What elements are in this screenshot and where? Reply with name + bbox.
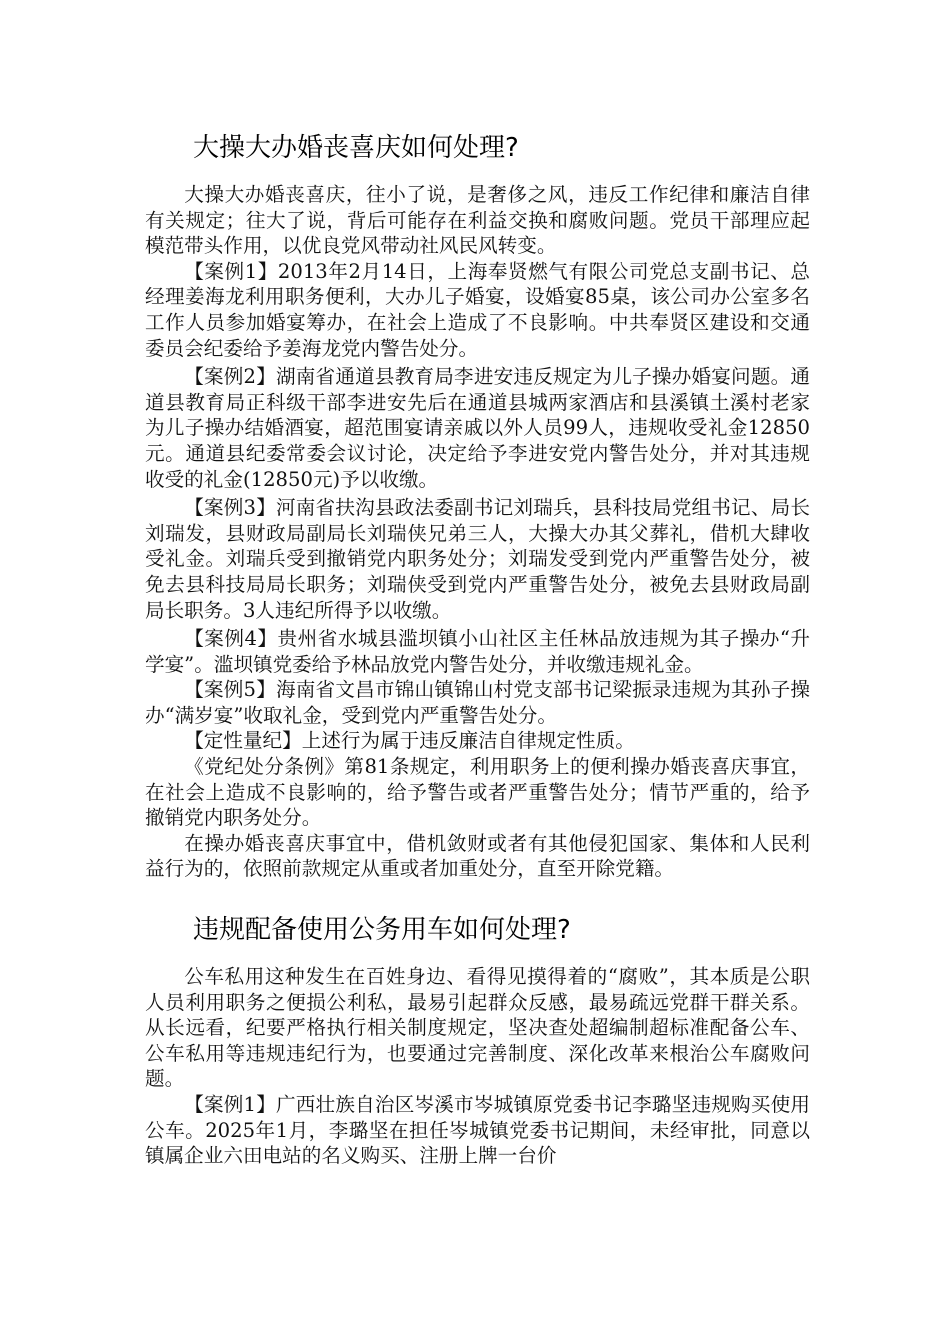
paragraph-ruling: 【定性量纪】上述行为属于违反廉洁自律规定性质。 — [184, 729, 635, 753]
section-heading: 大操大办婚丧喜庆如何处理? — [193, 133, 519, 163]
section-heading: 违规配备使用公务用车如何处理? — [193, 915, 571, 946]
paragraph-regulation: 《党纪处分条例》第81条规定，利用职务上的便利操办婚丧喜庆事宜，在社会上造成不良影响的，给予警告或者严重警告处分；情节严重的，给予撤销党内职务处分。 — [145, 755, 810, 830]
section-official-vehicles — [145, 910, 810, 1169]
paragraph-intro: 大操大办婚丧喜庆，往小了说，是奢侈之风，违反工作纪律和廉洁自律有关规定；往大了说，背后可能存在利益交换和腐败问题。党员干部理应起模范带头作用，以优良党风带动社风民风转变。 — [145, 183, 810, 258]
paragraph-case-1: 【案例1】广西壮族自治区岑溪市岑城镇原党委书记李璐坚违规购买使用公车。2025年1月，李璐坚在担任岑城镇党委书记期间，未经审批，同意以镇属企业六田电站的名义购买、注册上牌一台价 — [145, 1093, 810, 1168]
section-wedding-funeral — [145, 128, 810, 882]
paragraph-aggravation: 在操办婚丧喜庆事宜中，借机敛财或者有其他侵犯国家、集体和人民利益行为的，依照前款规定从重或者加重处分，直至开除党籍。 — [145, 831, 810, 881]
paragraph-case-4: 【案例4】贵州省水城县滥坝镇小山社区主任林品放违规为其子操办“升学宴”。滥坝镇党委给予林品放党内警告处分，并收缴违规礼金。 — [145, 627, 810, 676]
paragraph-case-5: 【案例5】海南省文昌市锦山镇锦山村党支部书记梁振录违规为其孙子操办“满岁宴”收取礼金，受到党内严重警告处分。 — [145, 678, 810, 727]
paragraph-case-2: 【案例2】湖南省通道县教育局李进安违反规定为儿子操办婚宴问题。通道县教育局正科级干部李进安先后在通道县城两家酒店和县溪镇土溪村老家为儿子操办结婚酒宴，超范围宴请亲戚以外人员99人，违规收受礼金12850元。通道县纪委常委会议讨论，决定给予李进安党内警告处分，并对其违规收受的礼金(12850元)予以收缴。 — [145, 365, 810, 491]
paragraph-intro: 公车私用这种发生在百姓身边、看得见摸得着的“腐败”，其本质是公职人员利用职务之便损公利私，最易引起群众反感，最易疏远党群干群关系。从长远看，纪要严格执行相关制度规定，坚决查处超编制超标准配备公车、公车私用等违规违纪行为，也要通过完善制度、深化改革来根治公车腐败问题。 — [145, 965, 810, 1091]
paragraph-case-1: 【案例1】2013年2月14日，上海奉贤燃气有限公司党总支副书记、总经理姜海龙利用职务便利，大办儿子婚宴，设婚宴85桌，该公司办公室多名工作人员参加婚宴筹办，在社会上造成了不良影响。中共奉贤区建设和交通委员会纪委给予姜海龙党内警告处分。 — [145, 259, 810, 360]
paragraph-case-3: 【案例3】河南省扶沟县政法委副书记刘瑞兵，县科技局党组书记、局长刘瑞发，县财政局副局长刘瑞侠兄弟三人，大操大办其父葬礼，借机大肆收受礼金。刘瑞兵受到撤销党内职务处分；刘瑞发受到党内严重警告处分，被免去县科技局局长职务；刘瑞侠受到党内严重警告处分，被免去县财政局副局长职务。3人违纪所得予以收缴。 — [145, 496, 810, 622]
